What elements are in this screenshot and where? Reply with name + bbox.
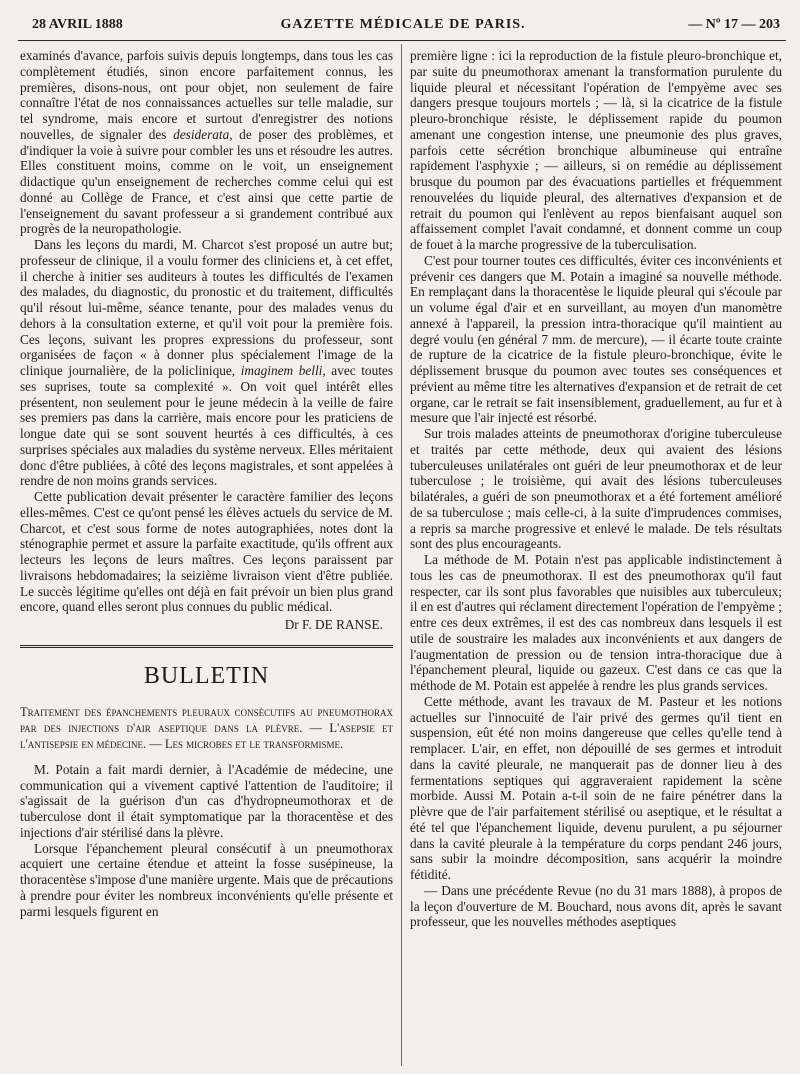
section-rule (20, 645, 393, 648)
right-column (410, 48, 782, 1068)
header-rule (18, 40, 786, 41)
paragraph: Sur trois malades atteints de pneumothorax d'origine tuberculeuse et traités par cette méthode, deux qui avaient des lésions tuberculeuses unilatérales ont guéri de leur pneumothorax et de leur tuberculose ; le troisième, qui avait des lésions tuberculeuses bilatérales, a guéri de son pneumothorax et a été fortement amélioré de sa tuberculose ; mais celle-ci, à la suite d'imprudences commises, a repris sa marche progressive et enlevé le malade. De tels résultats sont des plus encourageants. (410, 426, 782, 552)
left-column (20, 48, 393, 1068)
paragraph: La méthode de M. Potain n'est pas applicable indistinctement à tous les cas de pneumothorax. Il est des pneumothorax qu'il faut respecter, car ils sont plus favorables que nuisibles aux tuberculeux; il en est d'autres qui réclament directement l'opération de l'empyème ; entre ces deux extrêmes, il est des cas nombreux dans lesquels il est utile de soustraire les malades aux inconvénients et aux dangers de l'augmentation de pression ou de tension intra-thoracique due à l'épanchement pleural, liquide ou gazeux. C'est dans ce cas que la méthode de M. Potain est appelée à rendre les plus grands services. (410, 552, 782, 693)
paragraph: Cette publication devait présenter le caractère familier des leçons elles-mêmes. C'est ce qu'ont pensé les élèves actuels du service de M. Charcot, et c'est sous forme de notes autographiées, notes dont la sténographie permet et assure la parfaite exactitude, qu'ils offrent aux lecteurs les leçons de leurs maîtres. Ces leçons paraissent par livraisons hebdomadaires; la seizième livraison vient d'être publiée. Le succès légitime qu'elles ont déjà en fait prévoir un bien plus grand encore, quand elles seront plus connues du public médical. (20, 489, 393, 615)
paragraph: première ligne : ici la reproduction de la fistule pleuro-bronchique et, par suite du pneumothorax amenant la transformation purulente du liquide pleural et nécessitant l'opération de l'empyème avec ses dangers presque toujours mortels ; — là, si la cicatrice de la fistule pleuro-bronchique résiste, le déplissement rapide du poumon amenant une congestion intense, une pneumonie des plus graves, parfois cette sécrétion bronchique albumineuse qui entraîne rapidement l'asphyxie ; — ailleurs, si on remédie au déplissement brusque du poumon par des évacuations partielles et fréquemment renouvelées du liquide pleural, des alternatives d'expansion et de retrait du poumon qui l'enlèvent au repos bienfaisant auquel son affaissement complet l'avait condamné, et donnent comme un coup de fouet à la marche progressive de la tuberculisation. (410, 48, 782, 252)
paragraph: Lorsque l'épanchement pleural consécutif à un pneumothorax acquiert une certaine étendue et atteint la fosse susépineuse, la thoracentèse s'impose d'une manière urgente. Mais que de précautions à prendre pour éviter les nombreux inconvénients qu'elle présente et parmi lesquels figurent en (20, 840, 393, 919)
paragraph: examinés d'avance, parfois suivis depuis longtemps, dans tous les cas complètement étudiés, sinon encore parfaitement connus, les premières, disons-nous, ont pour objet, non seulement de faire connaître l'état de nos connaissances actuelles sur telle maladie, sur tel syndrome, mais encore et surtout d'enregistrer des notions nouvelles, de signaler des desiderata, de poser des problèmes, et d'indiquer la voie à suivre pour combler les uns et résoudre les autres. Elles constituent moins, comme on le voit, un enseignement didactique qu'un enseignement de recherches comme celui qui est donné au Collège de France, et c'est ainsi que cette partie de l'enseignement du savant professeur a si grandement contribué aux progrès de la neuropathologie. (20, 48, 393, 237)
page-number: — Nº 17 — 203 (688, 17, 780, 32)
page-header (22, 14, 784, 36)
column-divider (401, 44, 402, 1066)
paragraph: — Dans une précédente Revue (no du 31 mars 1888), à propos de la leçon d'ouverture de M. Bouchard, nous avons dit, après le savant professeur, que les nouvelles méthodes aseptiques (410, 882, 782, 930)
author-signature: Dr F. DE RANSE. (284, 617, 383, 632)
bulletin-summary: Traitement des épanchements pleuraux consécutifs au pneumothorax par des injections d'air aseptique dans la plèvre. — L'asepsie et l'antisepsie en médecine. — Les microbes et le transformisme. (20, 704, 393, 751)
issue-date: 28 AVRIL 1888 (32, 17, 123, 32)
journal-title: GAZETTE MÉDICALE DE PARIS. (280, 17, 526, 32)
paragraph: C'est pour tourner toutes ces difficultés, éviter ces inconvénients et prévenir ces dangers que M. Potain a imaginé sa nouvelle méthode. En remplaçant dans la thoracentèse le liquide pleural qui s'écoule par un volume égal d'air et en surveillant, au moyen d'un manomètre annexé à l'appareil, la pression intra-thoracique qu'il maintient au degré voulu (en général 7 mm. de mercure), — il écarte toute crainte de rupture de la cicatrice de la fistule pleuro-bronchique, évite le déplissement brusque du poumon avec toutes ses conséquences et prévient au même titre les alternatives d'expansion et de retrait de cet organe, car le retrait se fait insensiblement, graduellement, au fur et à mesure que l'air injecté est résorbé. (410, 252, 782, 426)
paragraph: Dans les leçons du mardi, M. Charcot s'est proposé un autre but; professeur de clinique, il a voulu former des cliniciens et, à cet effet, il cherche à initier ses auditeurs à toutes les difficultés de l'examen des malades, du diagnostic, du pronostic et du traitement, difficultés qu'il résout lui-même, séance tenante, pour des malades venus du dehors à la consultation externe, et qu'il voit pour la première fois. Ces leçons, suivant les propres expressions du professeur, sont organisées de façon « à donner plus spécialement l'image de la clinique journalière, de la policlinique, imaginem belli, avec toutes ses suprises, toute sa complexité ». On voit quel intérêt elles présentent, non seulement pour le jeune médecin à la veille de faire ses premiers pas dans la carrière, mais encore pour les praticiens de longue date qui se sont souvent heurtés à ces difficultés, à ces surprises spéciales aux maladies du système nerveux. Elles méritaient donc d'être publiées, à côté des leçons magistrales, et sont appelées à rendre de non moins grands services. (20, 237, 393, 489)
paragraph: M. Potain a fait mardi dernier, à l'Académie de médecine, une communication qui a vivement captivé l'attention de l'auditoire; il s'agissait de la guérison d'un cas d'hydropneumothorax et de tuberculose dont il était symptomatique par la thoracentèse et des injections d'air stérilisé dans la plèvre. (20, 761, 393, 840)
bulletin-heading: BULLETIN (143, 662, 270, 689)
paragraph: Cette méthode, avant les travaux de M. Pasteur et les notions actuelles sur l'innocuité de l'air privé des germes qu'il tient en suspension, eût été non moins dangereuse que celles qu'elle tend à remplacer. L'air, en effet, non dépouillé de ses germes et introduit dans la cavité pleurale, ne manquerait pas de donner lieu à des fermentations septiques qui aggraveraient rapidement la scène morbide. Aussi M. Potain a-t-il soin de ne faire pénétrer dans la plèvre que de l'air parfaitement stérilisé ou aseptique, et le résultat a été tel que l'épanchement liquide, devenu purulent, a pu séjourner dans la cavité pleurale à la température du corps pendant 246 jours, sans subir la moindre décomposition, sans acquérir la moindre fétidité. (410, 693, 782, 882)
